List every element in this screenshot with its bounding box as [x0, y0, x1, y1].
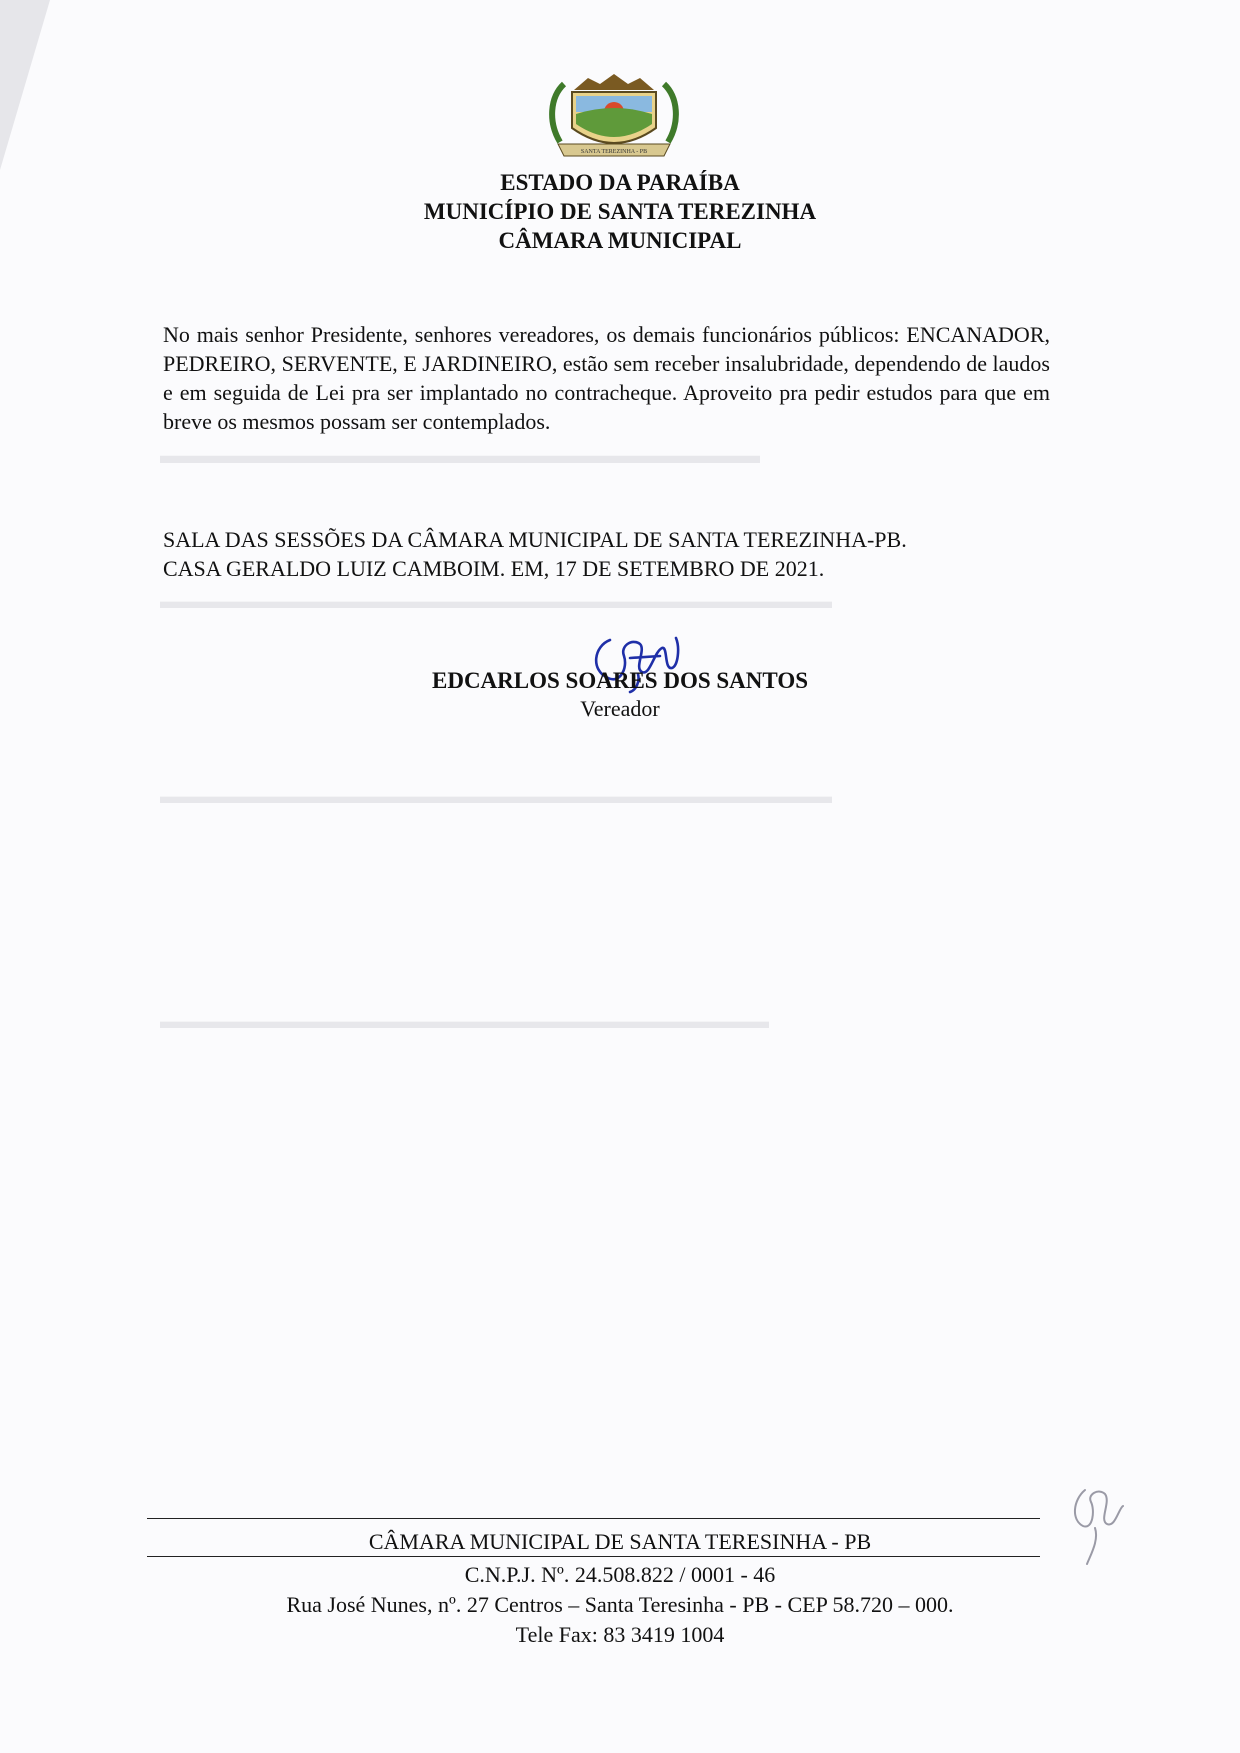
closing-line-session-room: SALA DAS SESSÕES DA CÂMARA MUNICIPAL DE SANTA TEREZINHA-PB.: [163, 527, 907, 552]
footer-address: Rua José Nunes, nº. 27 Centros – Santa Teresinha - PB - CEP 58.720 – 000.: [286, 1592, 954, 1617]
show-through-text: ▬▬▬▬▬▬▬▬▬▬▬▬▬▬▬▬▬▬▬▬▬▬▬▬▬▬▬▬▬: [160, 1009, 769, 1033]
signatory-name: EDCARLOS SOARES DOS SANTOS: [432, 668, 808, 693]
body-paragraph: No mais senhor Presidente, senhores vereadores, os demais funcionários públicos: ENCANADOR, PEDREIRO, SERVENTE, E JARDINEIRO, estão sem receber insalubridade, dependendo de laudos e em seguida de Lei pra ser implantado no contracheque. Aproveito pra pedir estudos para que em breve os mesmos possam ser contemplados.: [163, 322, 1050, 434]
footer-divider: [147, 1556, 1040, 1557]
header-chamber: CÂMARA MUNICIPAL: [498, 228, 742, 253]
footer-cnpj: C.N.P.J. Nº. 24.508.822 / 0001 - 46: [464, 1562, 776, 1587]
footer-institution: CÂMARA MUNICIPAL DE SANTA TERESINHA - PB: [368, 1529, 872, 1554]
closing-line-date: CASA GERALDO LUIZ CAMBOIM. EM, 17 DE SETEMBRO DE 2021.: [163, 556, 825, 581]
signatory-role: Vereador: [580, 696, 660, 721]
show-through-text: ▬▬▬▬▬▬▬▬▬▬▬▬▬▬▬▬▬▬▬▬▬▬▬▬▬▬▬▬▬▬▬▬: [160, 784, 832, 808]
municipal-crest-logo: [538, 72, 690, 164]
header-state: ESTADO DA PARAÍBA: [500, 170, 740, 195]
footer-phone: Tele Fax: 83 3419 1004: [515, 1622, 725, 1647]
closing-block: [163, 525, 1050, 583]
show-through-text: ▬▬▬▬▬▬▬▬▬▬▬▬▬▬▬▬▬▬▬▬▬▬▬▬▬: [160, 443, 760, 469]
header-municipality: MUNICÍPIO DE SANTA TEREZINHA: [423, 199, 817, 224]
folded-corner: [0, 0, 50, 170]
crest-banner-text: SANTA TEREZINHA - PB: [580, 149, 648, 155]
show-through-text: ▬▬▬▬▬▬▬▬▬▬▬▬▬▬▬▬▬▬▬▬▬▬▬▬▬▬▬▬▬▬▬▬: [160, 589, 832, 613]
footer-divider: [147, 1518, 1040, 1519]
